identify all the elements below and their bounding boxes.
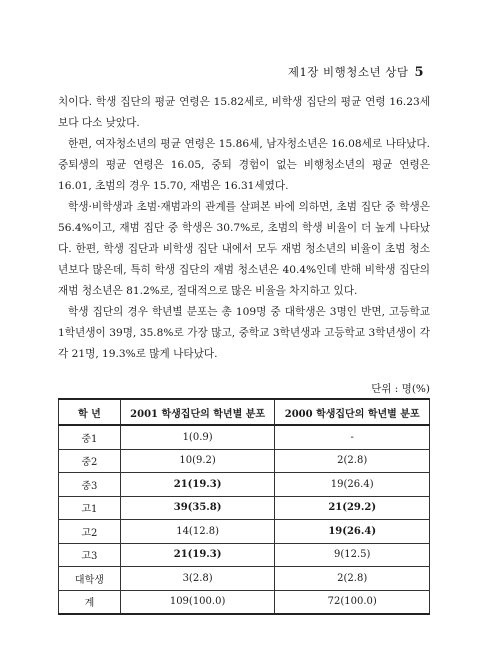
grade-cell: 중2	[59, 449, 121, 473]
value-2000-cell: 9(12.5)	[275, 543, 430, 567]
table-row	[59, 425, 430, 449]
paragraph-3: 학생·비학생과 초범·재범과의 관계를 살펴본 바에 의하면, 초범 집단 중 학생은 56.4%이고, 재범 집단 중 학생은 30.7%로, 초범의 학생 비율이 더 높게 나타났다. 한편, 학생 집단과 비학생 집단 내에서 모두 재범 청소년의 비율이 초범 청소년보다 많은데, 특히 학생 집단의 재범 청소년은 40.4%인데 반해 비학생 집단의 재범 청소년은 81.2%로, 절대적으로 많은 비율을 차지하고 있다.	[58, 201, 430, 297]
body-text	[58, 92, 430, 365]
grade-cell: 중1	[59, 425, 121, 449]
grade-cell: 대학생	[59, 567, 121, 591]
header-grade: 학 년	[59, 399, 121, 425]
paragraph-2: 한편, 여자청소년의 평균 연령은 15.86세, 남자청소년은 16.08세로 나타났다. 중퇴생의 평균 연령은 16.05, 중퇴 경험이 없는 비행청소년의 평균 연령은 16.01, 초범의 경우 15.70, 재범은 16.31세였다.	[58, 138, 430, 192]
value-2000-cell: 2(2.8)	[275, 449, 430, 473]
value-2001-cell: 21(19.3)	[120, 543, 275, 567]
value-2001-cell: 14(12.8)	[120, 520, 275, 544]
value-2001-cell: 3(2.8)	[120, 567, 275, 591]
value-2001-cell: 109(100.0)	[120, 590, 275, 614]
value-2000-cell: 2(2.8)	[275, 567, 430, 591]
grade-cell: 계	[59, 590, 121, 614]
header-2001: 2001 학생집단의 학년별 분포	[120, 399, 275, 425]
grade-cell: 고3	[59, 543, 121, 567]
value-2001-cell: 39(35.8)	[120, 496, 275, 520]
table-header-row	[59, 399, 430, 425]
page-header	[0, 64, 424, 80]
paragraph-1: 치이다. 학생 집단의 평균 연령은 15.82세로, 비학생 집단의 평균 연령 16.23세 보다 다소 낮았다.	[58, 96, 430, 129]
value-2000-cell: 19(26.4)	[275, 520, 430, 544]
chapter-title: 제1장 비행청소년 상담	[287, 65, 409, 79]
value-2001-cell: 21(19.3)	[120, 473, 275, 497]
value-2001-cell: 1(0.9)	[120, 425, 275, 449]
table-row	[59, 567, 430, 591]
header-2000: 2000 학생집단의 학년별 분포	[275, 399, 430, 425]
table-row	[59, 543, 430, 567]
table-row	[59, 496, 430, 520]
paragraph-4: 학생 집단의 경우 학년별 분포는 총 109명 중 대학생은 3명인 반면, 고등학교 1학년생이 39명, 35.8%로 가장 많고, 중학교 3학년생과 고등학교 3학년생이 각각 21명, 19.3%로 많게 나타났다.	[58, 306, 430, 360]
table-row	[59, 520, 430, 544]
value-2000-cell: -	[275, 425, 430, 449]
grade-cell: 고1	[59, 496, 121, 520]
table-row	[59, 449, 430, 473]
value-2000-cell: 19(26.4)	[275, 473, 430, 497]
grade-distribution-table	[58, 398, 430, 615]
page-number: 5	[414, 65, 424, 80]
value-2000-cell: 72(100.0)	[275, 590, 430, 614]
value-2001-cell: 10(9.2)	[120, 449, 275, 473]
unit-label: 단위 : 명(%)	[371, 383, 430, 395]
grade-cell: 중3	[59, 473, 121, 497]
grade-cell: 고2	[59, 520, 121, 544]
table-row	[59, 473, 430, 497]
value-2000-cell: 21(29.2)	[275, 496, 430, 520]
table-total-row	[59, 590, 430, 614]
